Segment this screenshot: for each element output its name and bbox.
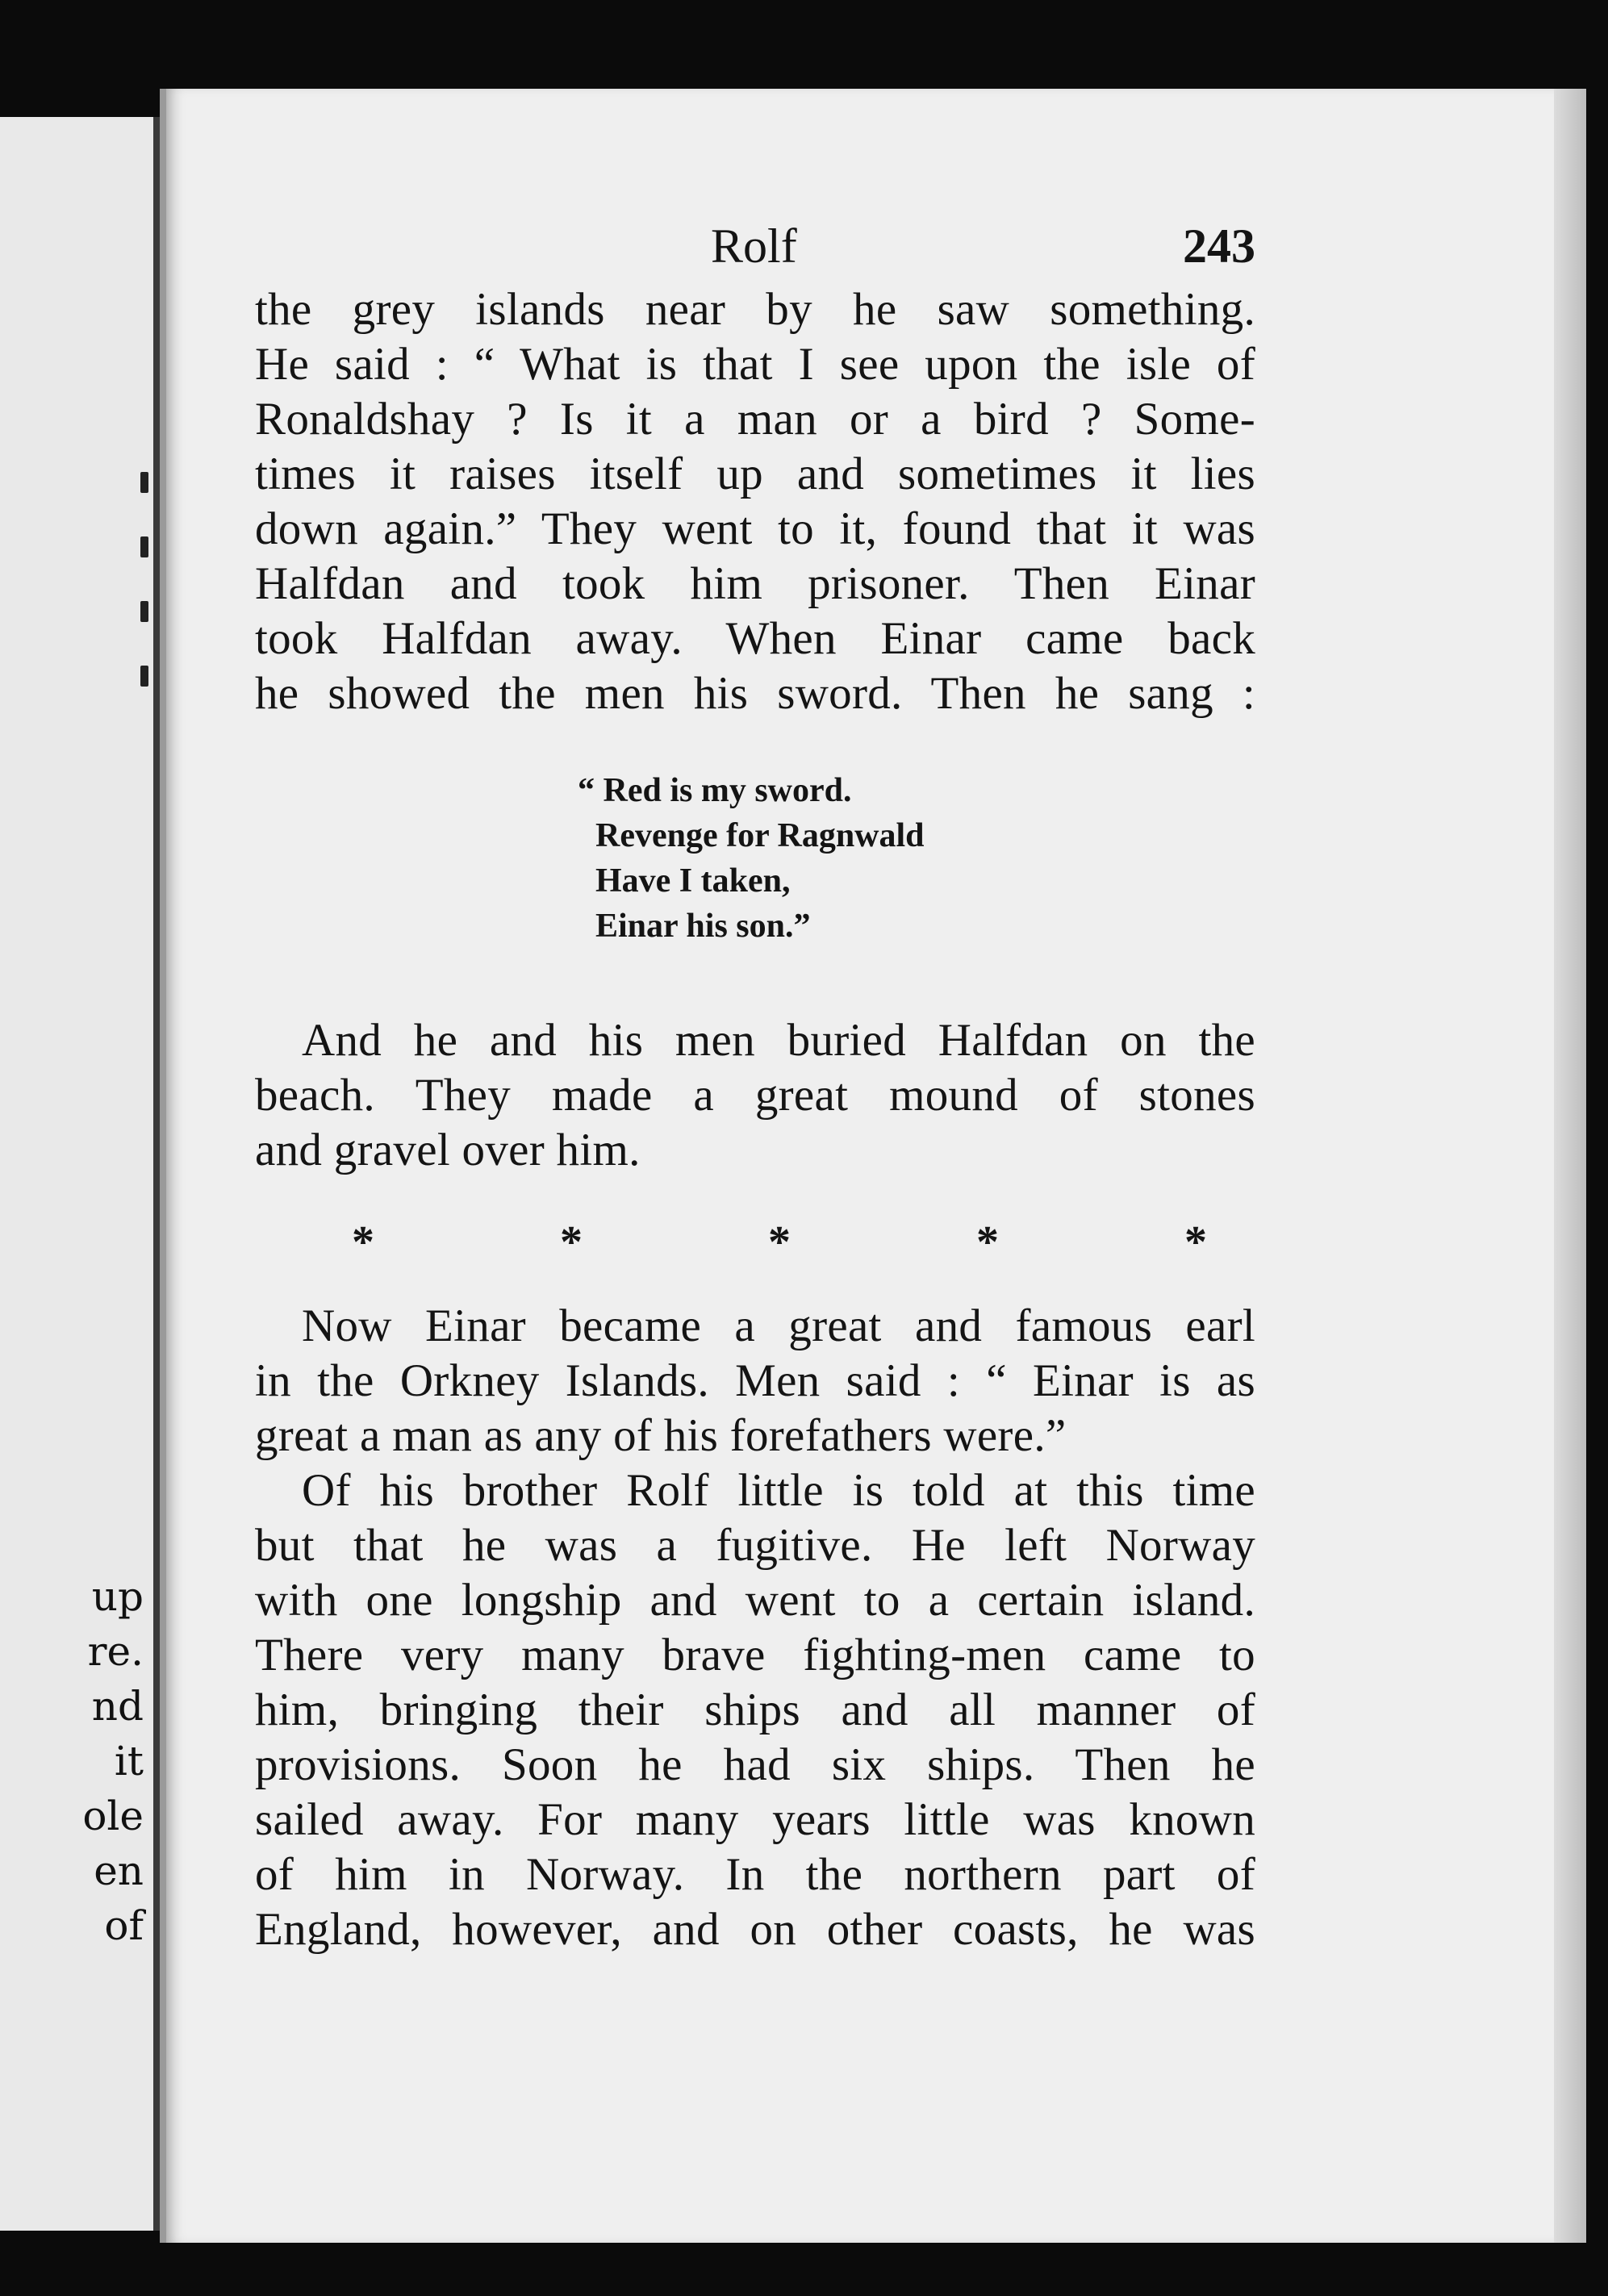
verse-line: Have I taken, (595, 862, 791, 900)
text-line: He said : “ What is that I see upon the isle of (255, 339, 1255, 390)
page-number: 243 (1183, 219, 1255, 273)
paragraph (255, 1299, 1255, 1463)
verse-line: Revenge for Ragnwald (595, 817, 925, 854)
text-line: him, bringing their ships and all manner of (255, 1684, 1255, 1735)
text-line: great a man as any of his forefathers were.” (255, 1410, 1067, 1461)
left-page-edge (0, 117, 165, 2231)
text-line: he showed the men his sword. Then he sang : (255, 668, 1255, 719)
left-page-fragment: up (91, 1573, 144, 1620)
text-line: in the Orkney Islands. Men said : “ Einar is as (255, 1355, 1255, 1406)
verse-line: “ Red is my sword. (578, 772, 852, 809)
separator-star: * (768, 1217, 791, 1267)
text-line: And he and his men buried Halfdan on the (302, 1015, 1255, 1066)
left-page-mark (140, 472, 148, 493)
text-line: sailed away. For many years little was known (255, 1794, 1255, 1845)
text-line: down again.” They went to it, found that it was (255, 503, 1255, 554)
verse-line: Einar his son.” (595, 908, 811, 945)
text-line: provisions. Soon he had six ships. Then he (255, 1739, 1255, 1790)
text-line: There very many brave fighting-men came to (255, 1630, 1255, 1680)
left-page-mark (140, 666, 148, 687)
text-line: England, however, and on other coasts, he was (255, 1904, 1255, 1955)
left-page-fragment: of (104, 1902, 144, 1949)
left-page-fragment: nd (91, 1683, 144, 1730)
paragraph (255, 1013, 1255, 1178)
text-line: Ronaldshay ? Is it a man or a bird ? Some- (255, 394, 1255, 445)
text-line: but that he was a fugitive. He left Norway (255, 1520, 1255, 1571)
running-head (255, 210, 1255, 282)
text-line: Now Einar became a great and famous earl (302, 1300, 1255, 1351)
page-edge (1554, 89, 1586, 2243)
separator-star: * (352, 1217, 374, 1267)
left-page-fragment: it (114, 1738, 144, 1785)
paragraph (255, 1463, 1255, 1957)
text-line: of him in Norway. In the northern part of (255, 1849, 1255, 1900)
paragraph (255, 282, 1255, 721)
separator-star: * (560, 1217, 583, 1267)
left-page-fragment: ole (82, 1793, 144, 1839)
left-page-mark (140, 536, 148, 557)
left-page-mark (140, 601, 148, 622)
left-page-fragment: re. (87, 1628, 144, 1675)
book-page (160, 89, 1586, 2243)
text-column (255, 210, 1255, 1957)
text-line: the grey islands near by he saw something. (255, 284, 1255, 335)
text-line: times it raises itself up and sometimes it lies (255, 449, 1255, 499)
text-line: with one longship and went to a certain island. (255, 1575, 1255, 1626)
left-page-fragment: en (94, 1847, 144, 1894)
text-line: and gravel over him. (255, 1125, 641, 1175)
text-line: beach. They made a great mound of stones (255, 1070, 1255, 1121)
text-line: Of his brother Rolf little is told at this time (302, 1465, 1255, 1516)
separator-star: * (1184, 1217, 1207, 1267)
running-title: Rolf (711, 219, 797, 273)
section-separator (255, 1217, 1255, 1268)
text-line: Halfdan and took him prisoner. Then Einar (255, 558, 1255, 609)
separator-star: * (976, 1217, 999, 1267)
verse (578, 768, 1255, 949)
text-line: took Halfdan away. When Einar came back (255, 613, 1255, 664)
